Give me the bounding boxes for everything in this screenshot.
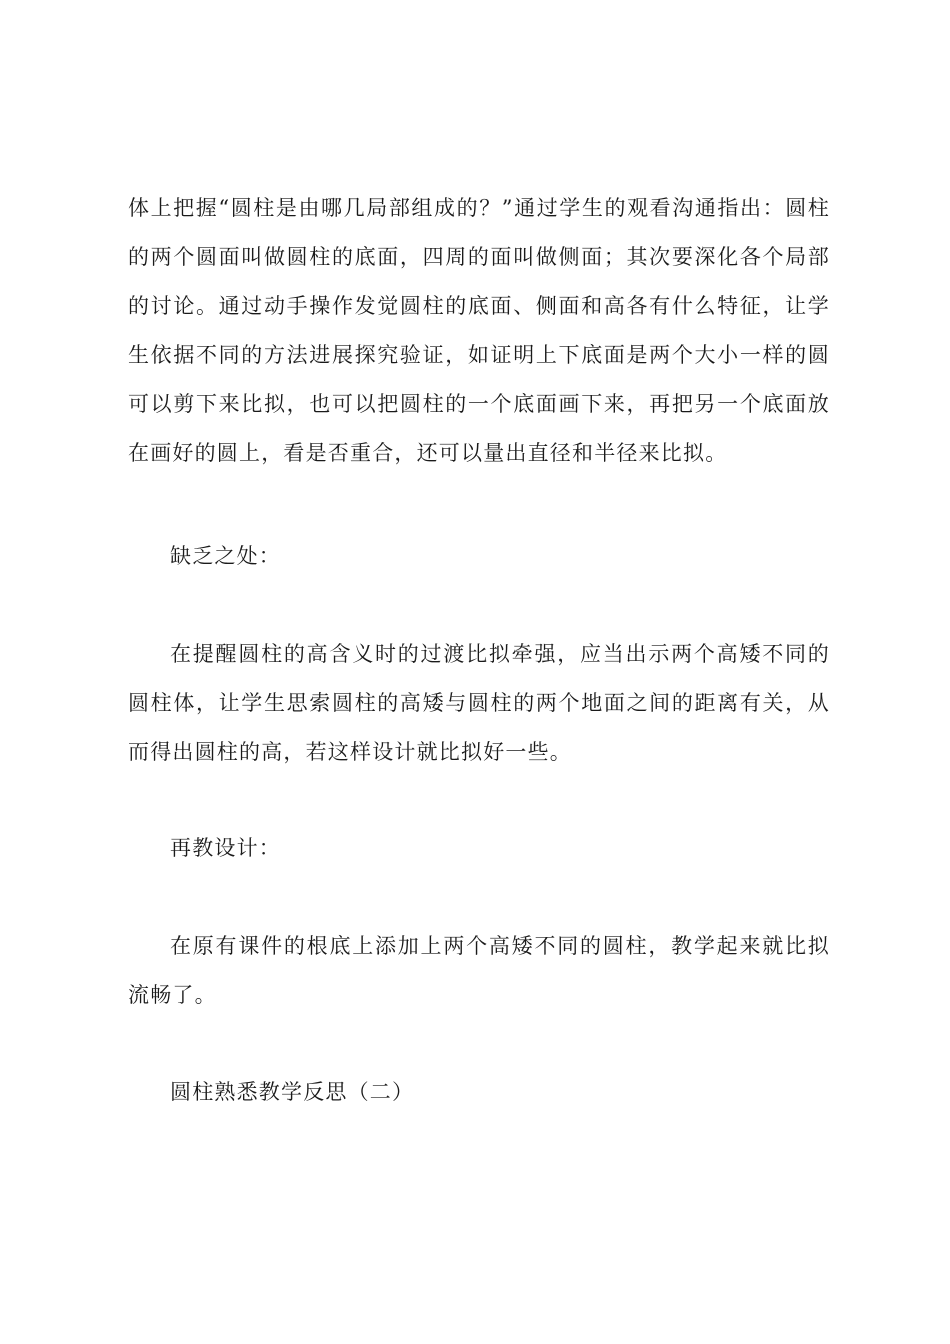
heading-shortcomings: 缺乏之处： bbox=[170, 544, 281, 568]
paragraph-continuation: 体上把握“圆柱是由哪几局部组成的？”通过学生的观看沟通指出：圆柱的两个圆面叫做圆柱的底面，四周的面叫做侧面；其次要深化各个局部的讨论。通过动手操作发觉圆柱的底面、侧面和高各有什么特征，让学生依据不同的方法进展探究验证，如证明上下底面是两个大小一样的圆可以剪下来比拟，也可以把圆柱的一个底面画下来，再把另一个底面放在画好的圆上，看是否重合，还可以量出直径和半径来比拟。 bbox=[128, 196, 830, 465]
paragraph-redesign: 在原有课件的根底上添加上两个高矮不同的圆柱，教学起来就比拟流畅了。 bbox=[128, 934, 830, 1007]
paragraph-shortcomings: 在提醒圆柱的高含义时的过渡比拟牵强，应当出示两个高矮不同的圆柱体，让学生思索圆柱的高矮与圆柱的两个地面之间的距离有关，从而得出圆柱的高，若这样设计就比拟好一些。 bbox=[128, 642, 830, 764]
heading-redesign: 再教设计： bbox=[170, 836, 281, 860]
section-title: 圆柱熟悉教学反思（二） bbox=[170, 1080, 415, 1104]
